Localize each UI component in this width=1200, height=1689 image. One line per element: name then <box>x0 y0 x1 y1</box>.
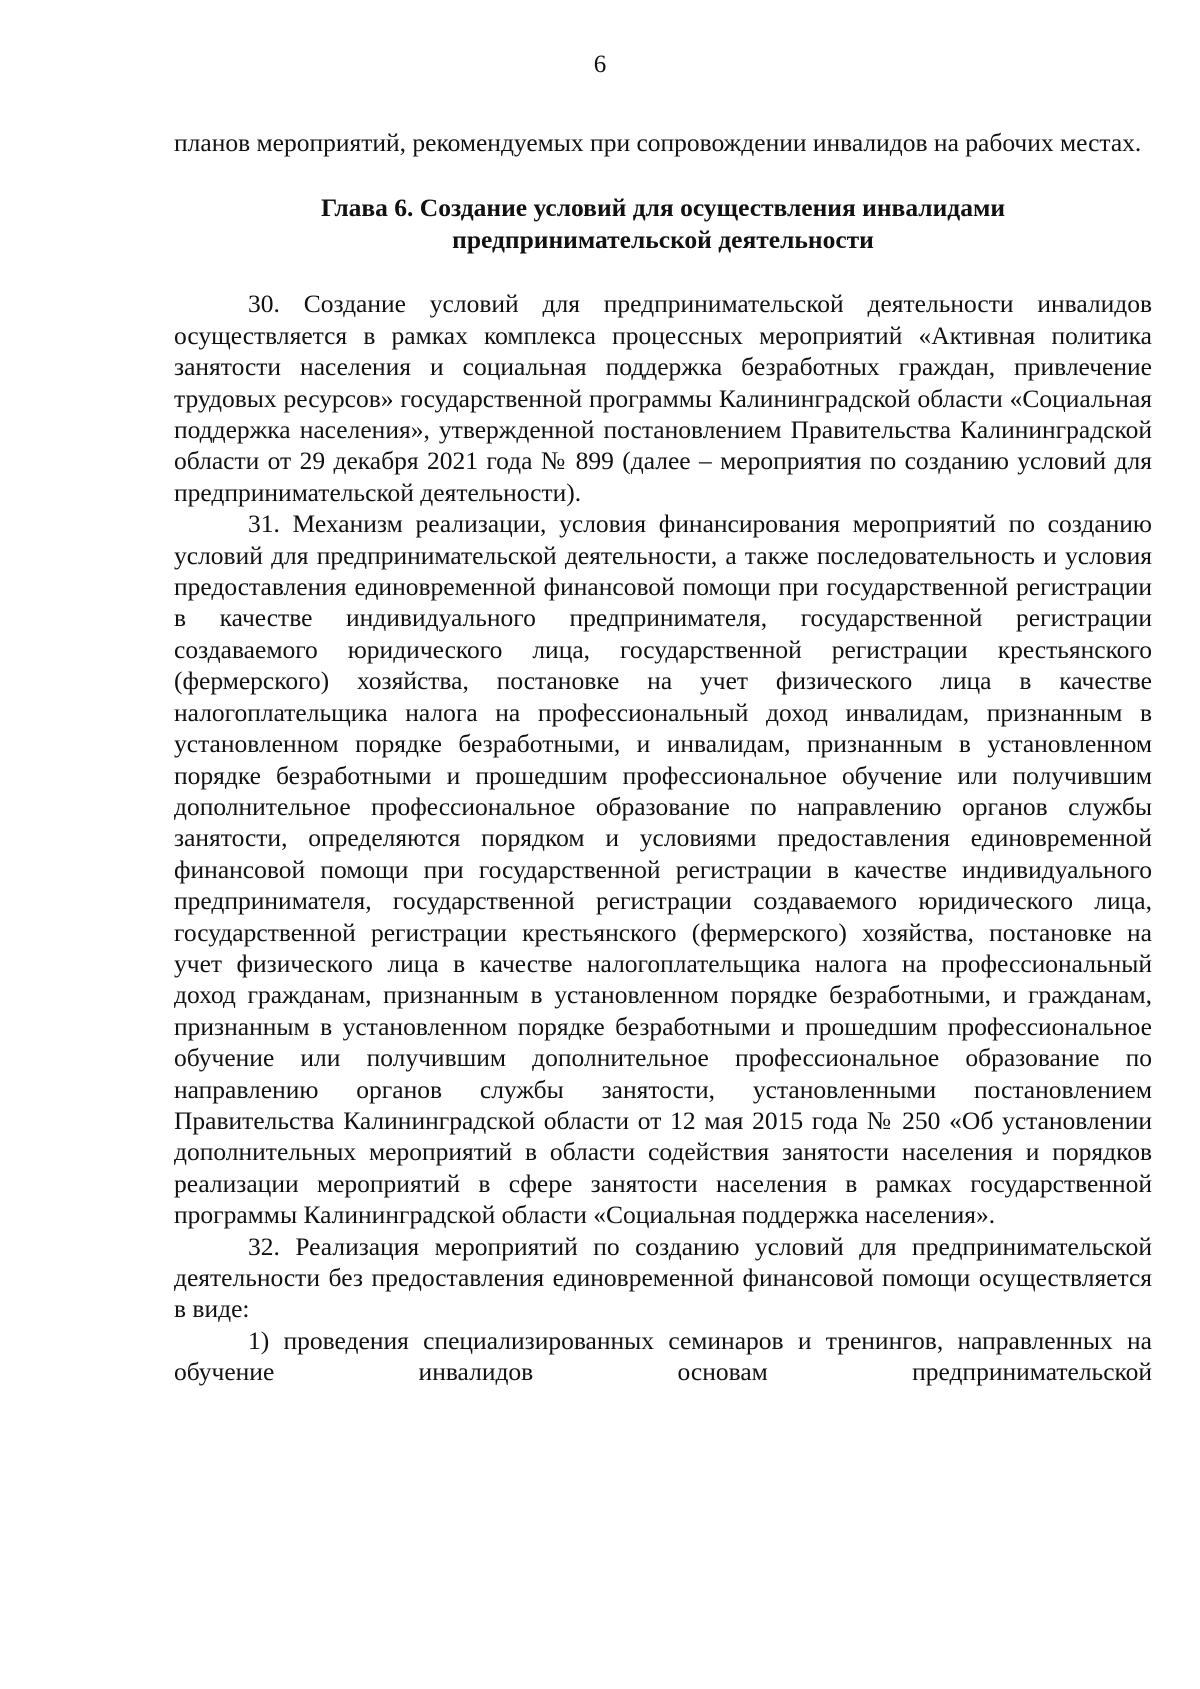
chapter-title-line-1: Глава 6. Создание условий для осуществления инвалидами <box>320 193 1006 223</box>
paragraph-32: 32. Реализация мероприятий по созданию условий для предпринимательской деятельности без предоставления единовременной финансовой помощи осуществляется в виде: <box>174 1231 1152 1324</box>
paragraph-31: 31. Механизм реализации, условия финансирования мероприятий по созданию условий для предпринимательской деятельности, а также последовательность и условия предоставления единовременной финансовой помощи при государственной регистрации в качестве индивидуального предпринимателя, государственной регистрации создаваемого юридического лица, государственной регистрации крестьянского (фермерского) хозяйства, постановке на учет физического лица в качестве налогоплательщика налога на профессиональный доход инвалидам, признанным в установленном порядке безработными, и инвалидам, признанным в установленном порядке безработными и прошедшим профессиональное обучение или получившим дополнительное профессиональное образование по направлению органов службы занятости, определяются порядком и условиями предоставления единовременной финансовой помощи при государственной регистрации в качестве индивидуального предпринимателя, государственной регистрации создаваемого юридического лица, государственной регистрации крестьянского (фермерского) хозяйства, постановке на учет физического лица в качестве налогоплательщика налога на профессиональный доход гражданам, признанным в установленном порядке безработными, и гражданам, признанным в установленном порядке безработными и прошедшим профессиональное обучение или получившим дополнительное профессиональное образование по направлению органов службы занятости, установленными постановлением Правительства Калининградской области от 12 мая 2015 года № 250 «Об установлении дополнительных мероприятий в области содействия занятости населения и порядков реализации мероприятий в сфере занятости населения в рамках государственной программы Калининградской области «Социальная поддержка населения». <box>174 509 1152 1230</box>
document-body <box>174 127 1152 1388</box>
continuation-paragraph: планов мероприятий, рекомендуемых при сопровождении инвалидов на рабочих местах. <box>174 128 1142 157</box>
list-item-1: 1) проведения специализированных семинаров и тренингов, направленных на обучение инвалидов основам предпринимательской <box>174 1325 1152 1387</box>
chapter-heading <box>174 192 1152 256</box>
chapter-title-line-2: предпринимательской деятельности <box>452 225 874 255</box>
paragraph-30: 30. Создание условий для предпринимательской деятельности инвалидов осуществляется в рамках комплекса процессных мероприятий «Активная политика занятости населения и социальная поддержка безработных граждан, привлечение трудовых ресурсов» государственной программы Калининградской области «Социальная поддержка населения», утвержденной постановлением Правительства Калининградской области от 29 декабря 2021 года № 899 (далее – мероприятия по созданию условий для предпринимательской деятельности). <box>174 289 1152 507</box>
page-number: 6 <box>593 51 607 78</box>
